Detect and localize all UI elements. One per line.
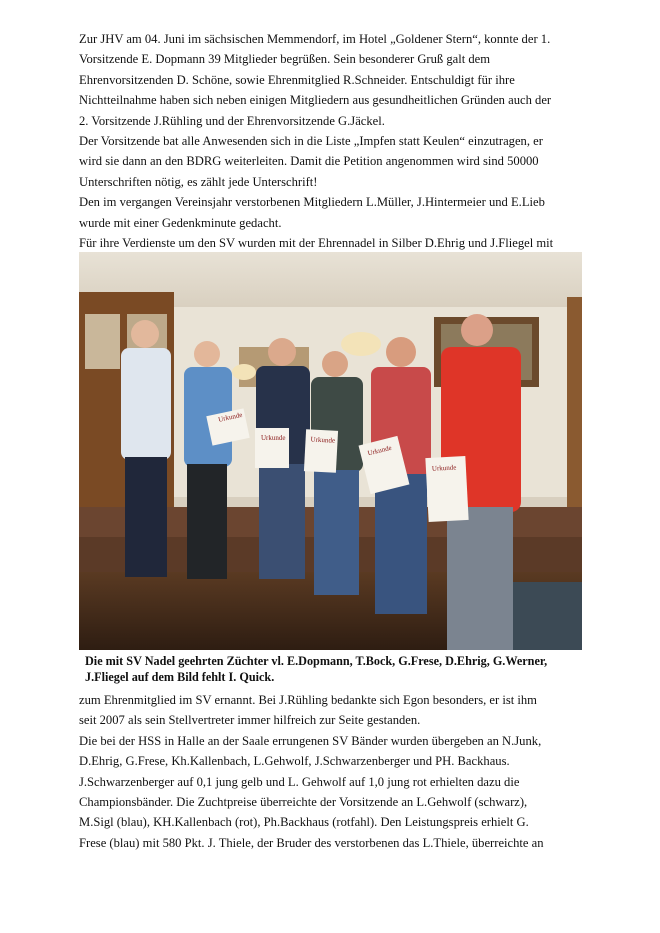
text-line: Frese (blau) mit 580 Pkt. J. Thiele, der Bruder des verstorbenen das L.Thiele, überreichte an [79,835,544,850]
text-line: wurde mit einer Gedenkminute gedacht. [79,215,282,230]
text-line: M.Sigl (blau), KH.Kallenbach (rot), Ph.Backhaus (rotfahl). Den Leistungspreis erhielt G. [79,815,529,830]
text-line: J.Schwarzenberger auf 0,1 jung gelb und L. Gehwolf auf 1,0 jung rot erhielten dazu die [79,774,520,789]
text-line: 2. Vorsitzende J.Rühling und der Ehrenvorsitzende G.Jäckel. [79,113,385,128]
certificate [425,456,468,522]
text-line: Zur JHV am 04. Juni im sächsischen Memmendorf, im Hotel „Goldener Stern“, konnte der 1. [79,32,551,46]
text-line: seit 2007 als sein Stellvertreter immer hilfreich zur Seite gestanden. [79,713,421,728]
text-line: Unterschriften nötig, es zählt jede Unterschrift! [79,174,318,189]
certificate-title: Urkunde [310,435,336,445]
text-line: Der Vorsitzende bat alle Anwesenden sich in die Liste „Impfen statt Keulen“ einzutragen, er [79,134,543,149]
certificate-title: Urkunde [217,410,244,424]
text-line: Nichtteilnahme haben sich neben einigen Mitgliedern aus gesundheitlichen Gründen auch der [79,93,552,108]
text-line: Den im vergangen Vereinsjahr verstorbenen Mitgliedern L.Müller, J.Hintermeier und E.Lieb [79,195,545,210]
caption-line: Die mit SV Nadel geehrten Züchter vl. E.Dopmann, T.Bock, G.Frese, D.Ehrig, G.Werner, [85,654,548,668]
photo-caption [85,653,582,685]
caption-line: J.Fliegel auf dem Bild fehlt I. Quick. [85,670,275,684]
certificate [304,429,338,473]
text-line: Vorsitzende E. Dopmann 39 Mitglieder begrüßen. Sein besonderer Gruß galt dem [79,52,491,67]
text-line: D.Ehrig, G.Frese, Kh.Kallenbach, L.Gehwolf, J.Schwarzenberger und PH. Backhaus. [79,754,510,769]
text-line: Für ihre Verdienste um den SV wurden mit der Ehrennadel in Silber D.Ehrig und J.Fliegel mit [79,236,554,251]
text-line: zum Ehrenmitglied im SV ernannt. Bei J.Rühling bedankte sich Egon besonders, er ist ihm [79,693,537,707]
certificate-title: Urkunde [261,434,286,442]
group-photo [79,252,582,650]
certificate [255,428,289,468]
text-line: wird sie dann an den BDRG weiterleiten. Damit die Petition angenommen wird sind 50000 [79,154,539,169]
certificate-title: Urkunde [431,463,457,473]
text-line: Championsbänder. Die Zuchtpreise überreichte der Vorsitzende an L.Gehwolf (schwarz), [79,795,528,810]
text-line: Ehrenvorsitzenden D. Schöne, sowie Ehrenmitglied R.Schneider. Entschuldigt für ihre [79,72,515,87]
text-line: Die bei der HSS in Halle an der Saale errungenen SV Bänder wurden übergeben an N.Junk, [79,733,542,748]
certificate-title: Urkunde [366,443,393,458]
article-bottom-text [79,690,589,853]
